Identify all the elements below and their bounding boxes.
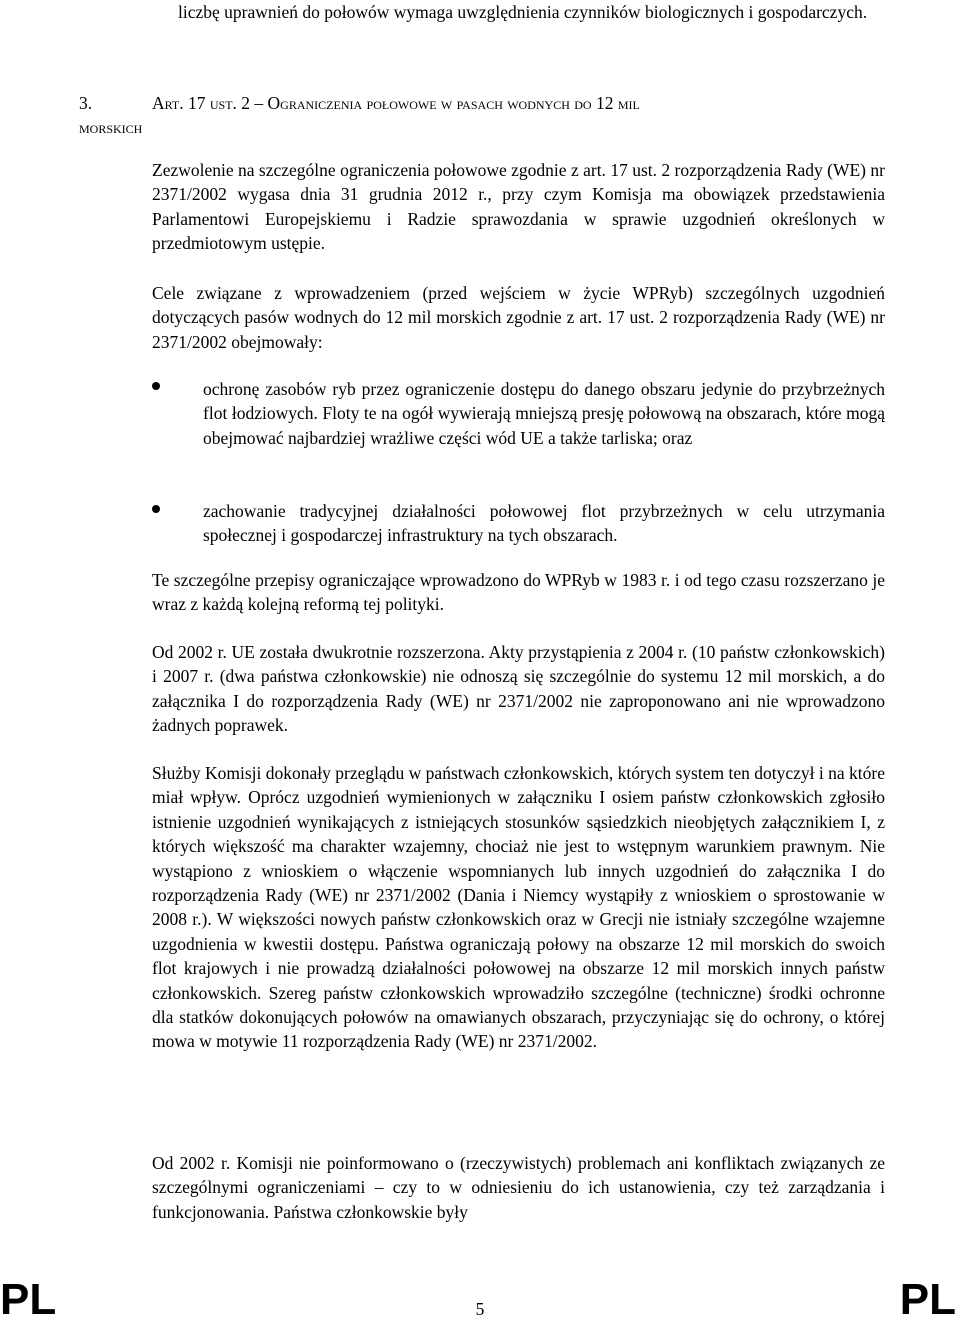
bullet-dot-1 xyxy=(152,382,160,390)
paragraph-1: Zezwolenie na szczególne ograniczenia połowowe zgodnie z art. 17 ust. 2 rozporządzenia Rady (WE) nr 2371/2002 wygasa dnia 31 grudnia 2012 r., przy czym Komisja ma obowiązek przedstawienia Parlamentowi Europejskiemu i Radzie sprawozdania w sprawie uzgodnień określonych w przedmiotowym ustępie. xyxy=(152,160,885,254)
bullet-item-1: ochronę zasobów ryb przez ograniczenie dostępu do danego obszaru jedynie do przybrzeżnych flot łodziowych. Floty te na ogół wywierają mniejszą presję połowową na obszarach, które mogą obejmować najbardziej wrażliwe części wód UE a także tarliska; oraz xyxy=(203,379,885,448)
page-number: 5 xyxy=(475,1299,485,1319)
footer-language-right: PL xyxy=(899,1275,956,1324)
paragraph-5: Służby Komisji dokonały przeglądu w państwach członkowskich, których system ten dotyczył i na które miał wpływ. Oprócz uzgodnień wymienionych w załączniku I osiem państw członkowskich zgłosiło istnienie uzgodnień wynikających z istniejących stosunków sąsiedzkich nieobjętych załącznikiem I, z których większość ma charakter wzajemny, chociaż nie jest to wstępnym warunkiem prawnym. Nie wystąpiono z wnioskiem o włączenie wspomnianych lub innych uzgodnień do załącznika I do rozporządzenia Rady (WE) nr 2371/2002 (Dania i Niemcy wystąpiły z wnioskiem o sprostowanie w 2008 r.). W większości nowych państw członkowskich oraz w Grecji nie istniały szczególne wzajemne uzgodnienia w kwestii dostępu. Państwa ograniczają połowy na obszarze 12 mil morskich do swoich flot krajowych i nie prowadzą działalności połowowej na obszarze 12 mil morskich innych państw członkowskich. Szereg państw członkowskich wprowadziło szczególne (techniczne) środki ochronne dla statków dokonujących połowów na omawianych obszarach, przyczyniając się do ochrony, o której mowa w motywie 11 rozporządzenia Rady (WE) nr 2371/2002. xyxy=(152,763,885,1052)
section-number: 3. xyxy=(79,93,93,113)
section-heading xyxy=(79,91,885,140)
footer-language-left: PL xyxy=(0,1275,57,1324)
bullet-dot-2 xyxy=(152,505,160,513)
bullet-item-2: zachowanie tradycyjnej działalności połowowej flot przybrzeżnych w celu utrzymania społecznej i gospodarczej infrastruktury na tych obszarach. xyxy=(203,501,885,546)
paragraph-6: Od 2002 r. Komisji nie poinformowano o (rzeczywistych) problemach ani konfliktach związanych ze szczególnymi ograniczeniami – czy to w odniesieniu do ich ustanowienia, czy też zarządzania i funkcjonowania. Państwa członkowskie były xyxy=(152,1153,885,1222)
section-title-line1: Art. 17 ust. 2 – Ograniczenia połowowe w pasach wodnych do 12 mil xyxy=(152,93,640,113)
paragraph-3: Te szczególne przepisy ograniczające wprowadzono do WPRyb w 1983 r. i od tego czasu rozszerzano je wraz z każdą kolejną reformą tej polityki. xyxy=(152,570,885,615)
intro-fragment: liczbę uprawnień do połowów wymaga uwzględnienia czynników biologicznych i gospodarczych. xyxy=(178,2,868,22)
paragraph-2: Cele związane z wprowadzeniem (przed wejściem w życie WPRyb) szczególnych uzgodnień dotyczących pasów wodnych do 12 mil morskich zgodnie z art. 17 ust. 2 rozporządzenia Rady (WE) nr 2371/2002 obejmowały: xyxy=(152,283,885,352)
section-title-line2: morskich xyxy=(79,117,143,138)
paragraph-4: Od 2002 r. UE została dwukrotnie rozszerzona. Akty przystąpienia z 2004 r. (10 państw członkowskich) i 2007 r. (dwa państwa członkowskie) nie odnoszą się szczególnie do systemu 12 mil morskich, a do załącznika I do rozporządzenia Rady (WE) nr 2371/2002 nie zaproponowano ani nie wprowadzono żadnych poprawek. xyxy=(152,642,885,736)
